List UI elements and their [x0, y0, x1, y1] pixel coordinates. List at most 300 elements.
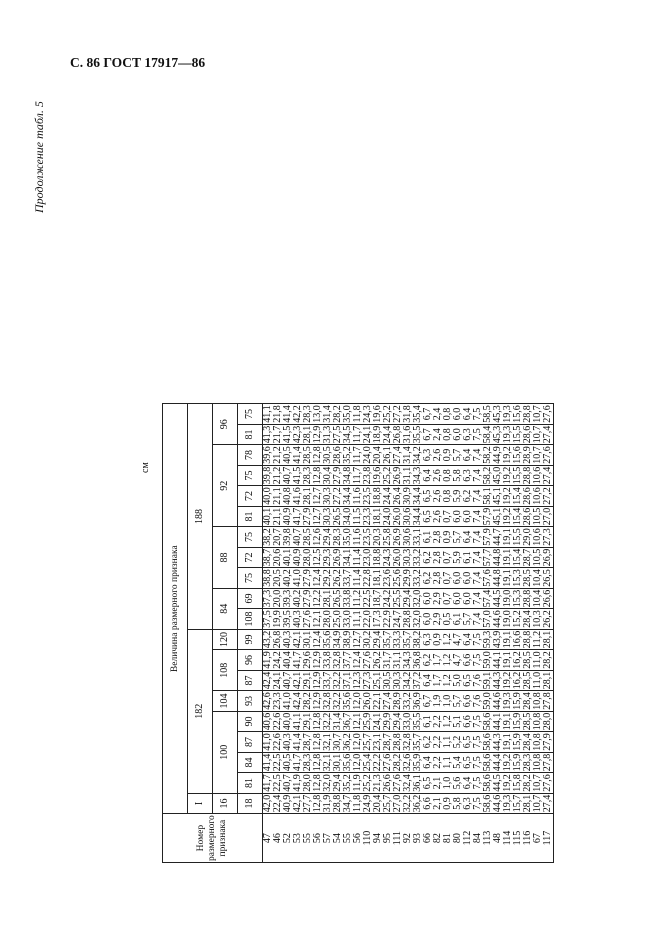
- value-cell: 15,8: [512, 774, 523, 792]
- row-number-cell: 57: [323, 814, 333, 863]
- value-cell: 45,1: [492, 507, 503, 526]
- value-cell: 32,4: [402, 774, 413, 792]
- value-cell: 15,5: [512, 466, 523, 485]
- value-cell: 16,6: [512, 630, 523, 649]
- value-cell: 40,2: [292, 589, 303, 608]
- value-cell: 42,3: [292, 425, 303, 444]
- value-cell: 41,7: [292, 507, 303, 526]
- value-cell: 31,4: [332, 712, 343, 731]
- value-cell: 41,0: [282, 692, 293, 710]
- value-cell: 58,2: [482, 446, 493, 464]
- value-cell: 15,2: [512, 610, 523, 628]
- value-cell: 27,3: [362, 671, 373, 690]
- value-cell: 5,2: [453, 732, 463, 753]
- value-cell: 10,6: [532, 528, 543, 546]
- value-cell: 30,9: [402, 487, 413, 505]
- value-cell: 41,3: [262, 425, 273, 444]
- value-cell: 26,5: [332, 589, 343, 608]
- value-cell: 6,5: [463, 732, 473, 753]
- subheader-cell: 90: [238, 711, 263, 732]
- subheader-cell: 99: [238, 629, 263, 650]
- value-cell: 24,4: [382, 425, 393, 444]
- value-cell: 26,8: [272, 630, 283, 649]
- value-cell: 11,2: [352, 589, 363, 608]
- value-cell: 27,8: [542, 692, 553, 710]
- row-number-cell: 55: [303, 814, 313, 863]
- value-cell: 12,3: [352, 671, 363, 690]
- value-cell: 2,9: [433, 609, 443, 630]
- value-cell: 17,3: [372, 610, 383, 628]
- value-cell: 28,8: [392, 733, 403, 751]
- value-cell: 28,3: [332, 528, 343, 546]
- header-92: 92: [213, 445, 238, 527]
- value-cell: 15,4: [512, 507, 523, 526]
- value-cell: 12,5: [312, 548, 323, 567]
- value-cell: 38,7: [262, 548, 273, 567]
- row-number-cell: 56: [353, 814, 363, 863]
- value-cell: 35,5: [412, 425, 423, 444]
- subheader-cell: 93: [238, 691, 263, 712]
- value-cell: 7,4: [473, 547, 483, 568]
- value-cell: 37,7: [342, 651, 353, 669]
- value-cell: 11,5: [352, 507, 363, 526]
- value-cell: 26,5: [542, 569, 553, 587]
- value-cell: 7,4: [473, 465, 483, 486]
- value-cell: 27,8: [542, 753, 553, 772]
- value-cell: 20,0: [272, 589, 283, 608]
- value-cell: 39,3: [282, 589, 293, 608]
- value-cell: 34,4: [342, 487, 353, 505]
- value-cell: 41,7: [292, 651, 303, 669]
- header-I: I: [188, 793, 213, 814]
- value-cell: 12,8: [312, 733, 323, 751]
- value-cell: 58,6: [482, 794, 493, 813]
- header-188: 188: [188, 404, 213, 630]
- value-cell: 19,0: [502, 610, 513, 628]
- subheader-cell: 81: [238, 773, 263, 794]
- value-cell: 19,2: [502, 671, 513, 690]
- value-cell: 11,0: [532, 671, 543, 690]
- value-cell: 28,4: [522, 692, 533, 710]
- value-cell: 58,6: [482, 733, 493, 751]
- value-cell: 6,6: [463, 691, 473, 712]
- value-cell: 28,4: [522, 733, 533, 751]
- value-cell: 27,2: [332, 487, 343, 505]
- value-cell: 40,5: [282, 753, 293, 772]
- subheader-cell: 69: [238, 588, 263, 609]
- value-cell: 10,7: [532, 446, 543, 464]
- value-cell: 24,4: [382, 487, 393, 505]
- value-cell: 29,4: [402, 589, 413, 608]
- value-cell: 7,5: [473, 629, 483, 650]
- value-cell: 22,0: [362, 610, 373, 628]
- value-cell: 43,2: [262, 630, 273, 649]
- value-cell: 58,5: [482, 405, 493, 423]
- value-cell: 23,5: [362, 487, 373, 505]
- value-cell: 32,0: [322, 774, 333, 792]
- value-cell: 23,8: [362, 466, 373, 485]
- value-cell: 0,9: [443, 527, 453, 548]
- value-cell: 15,9: [512, 712, 523, 731]
- value-cell: 15,9: [512, 753, 523, 772]
- value-cell: 28,1: [302, 425, 313, 444]
- value-cell: 6,0: [463, 506, 473, 527]
- value-cell: 59,0: [482, 692, 493, 710]
- header-182: 182: [188, 629, 213, 793]
- value-cell: 6,2: [463, 486, 473, 507]
- value-cell: 32,8: [332, 651, 343, 669]
- value-cell: 6,5: [423, 773, 433, 794]
- subheader-cell: 75: [238, 568, 263, 589]
- value-cell: 11,2: [532, 630, 543, 649]
- value-cell: 40,2: [282, 569, 293, 587]
- value-cell: 20,4: [372, 446, 383, 464]
- value-cell: 29,1: [302, 712, 313, 731]
- value-cell: 38,8: [262, 569, 273, 587]
- value-cell: 11,1: [352, 610, 363, 628]
- value-cell: 34,8: [342, 466, 353, 485]
- value-cell: 12,0: [352, 692, 363, 710]
- values-header: Величина размерного признака: [163, 404, 188, 814]
- value-cell: 38,9: [342, 630, 353, 649]
- value-cell: 7,4: [473, 486, 483, 507]
- value-cell: 0,5: [443, 609, 453, 630]
- value-cell: 24,2: [382, 589, 393, 608]
- value-cell: 30,3: [322, 507, 333, 526]
- value-cell: 11,6: [352, 528, 363, 546]
- value-cell: 12,7: [312, 487, 323, 505]
- value-cell: 31,3: [322, 425, 333, 444]
- value-cell: 33,8: [342, 589, 353, 608]
- value-cell: 28,9: [522, 446, 533, 464]
- value-cell: 7,5: [473, 404, 483, 425]
- value-cell: 22,6: [272, 733, 283, 751]
- value-cell: 19,2: [502, 774, 513, 792]
- value-cell: 21,3: [372, 774, 383, 792]
- value-cell: 28,9: [392, 692, 403, 710]
- value-cell: 0,8: [443, 424, 453, 445]
- value-cell: 41,0: [292, 569, 303, 587]
- value-cell: 24,3: [382, 548, 393, 567]
- value-cell: 28,7: [302, 733, 313, 751]
- value-cell: 28,8: [522, 405, 533, 423]
- value-cell: 12,9: [312, 671, 323, 690]
- subheader-cell: 84: [238, 752, 263, 773]
- value-cell: 11,8: [352, 794, 363, 813]
- header-120: 120: [213, 629, 238, 650]
- value-cell: 21,1: [272, 507, 283, 526]
- value-cell: 42,1: [292, 671, 303, 690]
- value-cell: 10,8: [532, 712, 543, 731]
- value-cell: 26,9: [392, 528, 403, 546]
- row-number-cell: 92: [403, 814, 413, 863]
- subheader-cell: 81: [238, 506, 263, 527]
- value-cell: 23,3: [362, 507, 373, 526]
- value-cell: 35,5: [412, 712, 423, 731]
- value-cell: 0,7: [443, 547, 453, 568]
- value-cell: 58,4: [482, 425, 493, 444]
- value-cell: 19,2: [502, 487, 513, 505]
- value-cell: 44,6: [492, 610, 503, 628]
- value-cell: 24,9: [362, 794, 373, 813]
- value-cell: 22,9: [382, 610, 393, 628]
- value-cell: 25,2: [362, 774, 373, 792]
- value-cell: 2,6: [433, 486, 443, 507]
- row-number-cell: 115: [513, 814, 523, 863]
- header-18: 18: [238, 793, 263, 814]
- value-cell: 32,2: [402, 794, 413, 813]
- value-cell: 12,9: [312, 425, 323, 444]
- value-cell: 6,0: [423, 588, 433, 609]
- value-cell: 36,9: [412, 692, 423, 710]
- value-cell: 38,2: [412, 630, 423, 649]
- value-cell: 31,4: [402, 446, 413, 464]
- value-cell: 27,4: [382, 692, 393, 710]
- value-cell: 7,5: [473, 424, 483, 445]
- value-cell: 41,7: [262, 774, 273, 792]
- value-cell: 6,6: [423, 793, 433, 814]
- value-cell: 40,9: [292, 548, 303, 567]
- value-cell: 25,9: [362, 712, 373, 731]
- header-16: 16: [213, 793, 238, 814]
- value-cell: 41,6: [292, 487, 303, 505]
- value-cell: 1,1: [443, 732, 453, 753]
- value-cell: 22,5: [272, 774, 283, 792]
- value-cell: 39,5: [282, 610, 293, 628]
- value-cell: 34,5: [342, 425, 353, 444]
- value-cell: 10,4: [532, 569, 543, 587]
- value-cell: 12,8: [312, 753, 323, 772]
- value-cell: 44,8: [492, 569, 503, 587]
- value-cell: 15,4: [512, 487, 523, 505]
- value-cell: 4,7: [453, 629, 463, 650]
- value-cell: 20,4: [372, 794, 383, 813]
- value-cell: 25,7: [382, 794, 393, 813]
- value-cell: 27,5: [332, 425, 343, 444]
- subheader-cell: 78: [238, 445, 263, 466]
- value-cell: 42,1: [292, 794, 303, 813]
- value-cell: 2,1: [433, 773, 443, 794]
- table-caption: Продолжение табл. 5: [32, 101, 46, 213]
- value-cell: 12,2: [312, 589, 323, 608]
- value-cell: 6,1: [453, 609, 463, 630]
- value-cell: 40,7: [282, 774, 293, 792]
- value-cell: 7,5: [473, 732, 483, 753]
- value-cell: 10,8: [532, 753, 543, 772]
- value-cell: 34,2: [402, 671, 413, 690]
- value-cell: 27,6: [382, 753, 393, 772]
- value-cell: 32,2: [332, 671, 343, 690]
- value-cell: 4,7: [453, 650, 463, 671]
- value-cell: 58,6: [482, 712, 493, 731]
- value-cell: 2,6: [433, 506, 443, 527]
- value-cell: 19,2: [502, 507, 513, 526]
- value-cell: 35,2: [342, 774, 353, 792]
- value-cell: 25,6: [392, 569, 403, 587]
- value-cell: 19,3: [502, 425, 513, 444]
- row-number-cell: 84: [473, 814, 483, 863]
- value-cell: 0,7: [443, 588, 453, 609]
- value-cell: 28,0: [542, 712, 553, 731]
- value-cell: 36,7: [342, 712, 353, 731]
- value-cell: 1,7: [433, 650, 443, 671]
- value-cell: 27,4: [542, 425, 553, 444]
- value-cell: 15,3: [512, 569, 523, 587]
- value-cell: 0,8: [443, 486, 453, 507]
- value-cell: 57,7: [482, 548, 493, 567]
- value-cell: 26,2: [332, 569, 343, 587]
- row-number-cell: 93: [413, 814, 423, 863]
- row-number-cell: 55: [343, 814, 353, 863]
- value-cell: 12,4: [352, 651, 363, 669]
- subheader-cell: 87: [238, 732, 263, 753]
- value-cell: 29,4: [322, 528, 333, 546]
- row-number-cell: 80: [453, 814, 463, 863]
- value-cell: 26,2: [372, 651, 383, 669]
- value-cell: 19,6: [372, 466, 383, 485]
- value-cell: 35,6: [322, 630, 333, 649]
- value-cell: 28,7: [382, 733, 393, 751]
- row-number-cell: 113: [483, 814, 493, 863]
- value-cell: 28,6: [522, 487, 533, 505]
- subheader-cell: 72: [238, 547, 263, 568]
- value-cell: 28,8: [522, 466, 533, 485]
- value-cell: 43,9: [492, 630, 503, 649]
- value-cell: 41,4: [292, 446, 303, 464]
- value-cell: 30,1: [332, 753, 343, 772]
- value-cell: 40,3: [282, 630, 293, 649]
- value-cell: 33,2: [412, 548, 423, 567]
- row-number-cell: 56: [313, 814, 323, 863]
- value-cell: 30,2: [362, 630, 373, 649]
- value-cell: 34,4: [412, 507, 423, 526]
- value-cell: 1,1: [443, 752, 453, 773]
- value-cell: 12,9: [312, 651, 323, 669]
- value-cell: 24,2: [272, 651, 283, 669]
- value-cell: 33,0: [402, 712, 413, 731]
- row-number-cell: 94: [373, 814, 383, 863]
- value-cell: 27,9: [542, 733, 553, 751]
- value-cell: 45,3: [492, 425, 503, 444]
- value-cell: 6,3: [463, 793, 473, 814]
- value-cell: 7,4: [473, 588, 483, 609]
- value-cell: 6,4: [463, 404, 473, 425]
- value-cell: 0,8: [443, 465, 453, 486]
- value-cell: 6,5: [423, 486, 433, 507]
- value-cell: 31,6: [402, 425, 413, 444]
- value-cell: 20,5: [272, 569, 283, 587]
- value-cell: 25,2: [382, 405, 393, 423]
- row-label-header: Номер размерного признака: [163, 814, 263, 863]
- value-cell: 19,2: [502, 753, 513, 772]
- value-cell: 39,8: [282, 528, 293, 546]
- value-cell: 28,5: [522, 651, 533, 669]
- value-cell: 25,7: [362, 733, 373, 751]
- row-number-cell: 47: [263, 814, 274, 863]
- value-cell: 5,7: [453, 527, 463, 548]
- value-cell: 25,1: [372, 671, 383, 690]
- value-cell: 28,0: [302, 774, 313, 792]
- value-cell: 5,7: [453, 445, 463, 466]
- value-cell: 19,1: [502, 733, 513, 751]
- value-cell: 45,3: [492, 405, 503, 423]
- value-cell: 6,4: [463, 629, 473, 650]
- subheader-cell: 108: [238, 609, 263, 630]
- value-cell: 10,7: [532, 425, 543, 444]
- value-cell: 27,3: [542, 528, 553, 546]
- value-cell: 34,3: [402, 651, 413, 669]
- value-cell: 29,4: [372, 630, 383, 649]
- value-cell: 59,0: [482, 651, 493, 669]
- value-cell: 7,4: [473, 445, 483, 466]
- value-cell: 29,2: [322, 569, 333, 587]
- value-cell: 11,7: [352, 446, 363, 464]
- value-cell: 30,1: [302, 630, 313, 649]
- value-cell: 12,1: [312, 610, 323, 628]
- value-cell: 35,7: [382, 630, 393, 649]
- value-cell: 12,4: [312, 569, 323, 587]
- value-cell: 6,1: [463, 547, 473, 568]
- value-cell: 28,6: [522, 425, 533, 444]
- value-cell: 6,7: [423, 424, 433, 445]
- value-cell: 39,6: [262, 446, 273, 464]
- value-cell: 12,8: [312, 712, 323, 731]
- value-cell: 42,6: [262, 692, 273, 710]
- header-108: 108: [213, 650, 238, 691]
- value-cell: 41,4: [262, 753, 273, 772]
- value-cell: 27,4: [542, 466, 553, 485]
- value-cell: 28,8: [522, 589, 533, 608]
- value-cell: 32,1: [322, 753, 333, 772]
- value-cell: 28,5: [302, 528, 313, 546]
- value-cell: 18,1: [372, 507, 383, 526]
- value-cell: 0,9: [443, 793, 453, 814]
- value-cell: 26,0: [392, 548, 403, 567]
- value-cell: 41,7: [292, 753, 303, 772]
- value-cell: 44,7: [492, 528, 503, 546]
- value-cell: 41,9: [262, 651, 273, 669]
- value-cell: 22,6: [272, 712, 283, 731]
- value-cell: 6,3: [463, 465, 473, 486]
- value-cell: 6,0: [453, 404, 463, 425]
- value-cell: 57,9: [482, 528, 493, 546]
- value-cell: 1,2: [443, 650, 453, 671]
- value-cell: 44,1: [492, 651, 503, 669]
- value-cell: 33,0: [342, 610, 353, 628]
- value-cell: 6,4: [423, 465, 433, 486]
- value-cell: 27,7: [302, 794, 313, 813]
- value-cell: 44,6: [492, 692, 503, 710]
- row-number-cell: 112: [463, 814, 473, 863]
- value-cell: 26,4: [392, 487, 403, 505]
- value-cell: 6,6: [463, 711, 473, 732]
- value-cell: 18,8: [372, 548, 383, 567]
- value-cell: 19,1: [502, 569, 513, 587]
- row-number-cell: 48: [493, 814, 503, 863]
- value-cell: 37,2: [412, 671, 423, 690]
- value-cell: 12,0: [352, 753, 363, 772]
- value-cell: 35,0: [342, 405, 353, 423]
- value-cell: 6,5: [463, 752, 473, 773]
- value-cell: 19,2: [502, 446, 513, 464]
- value-cell: 33,7: [342, 569, 353, 587]
- value-cell: 1,0: [443, 691, 453, 712]
- value-cell: 5,8: [453, 465, 463, 486]
- value-cell: 27,2: [392, 405, 403, 423]
- value-cell: 21,2: [272, 466, 283, 485]
- data-table: [162, 403, 554, 863]
- table-body: [263, 404, 554, 863]
